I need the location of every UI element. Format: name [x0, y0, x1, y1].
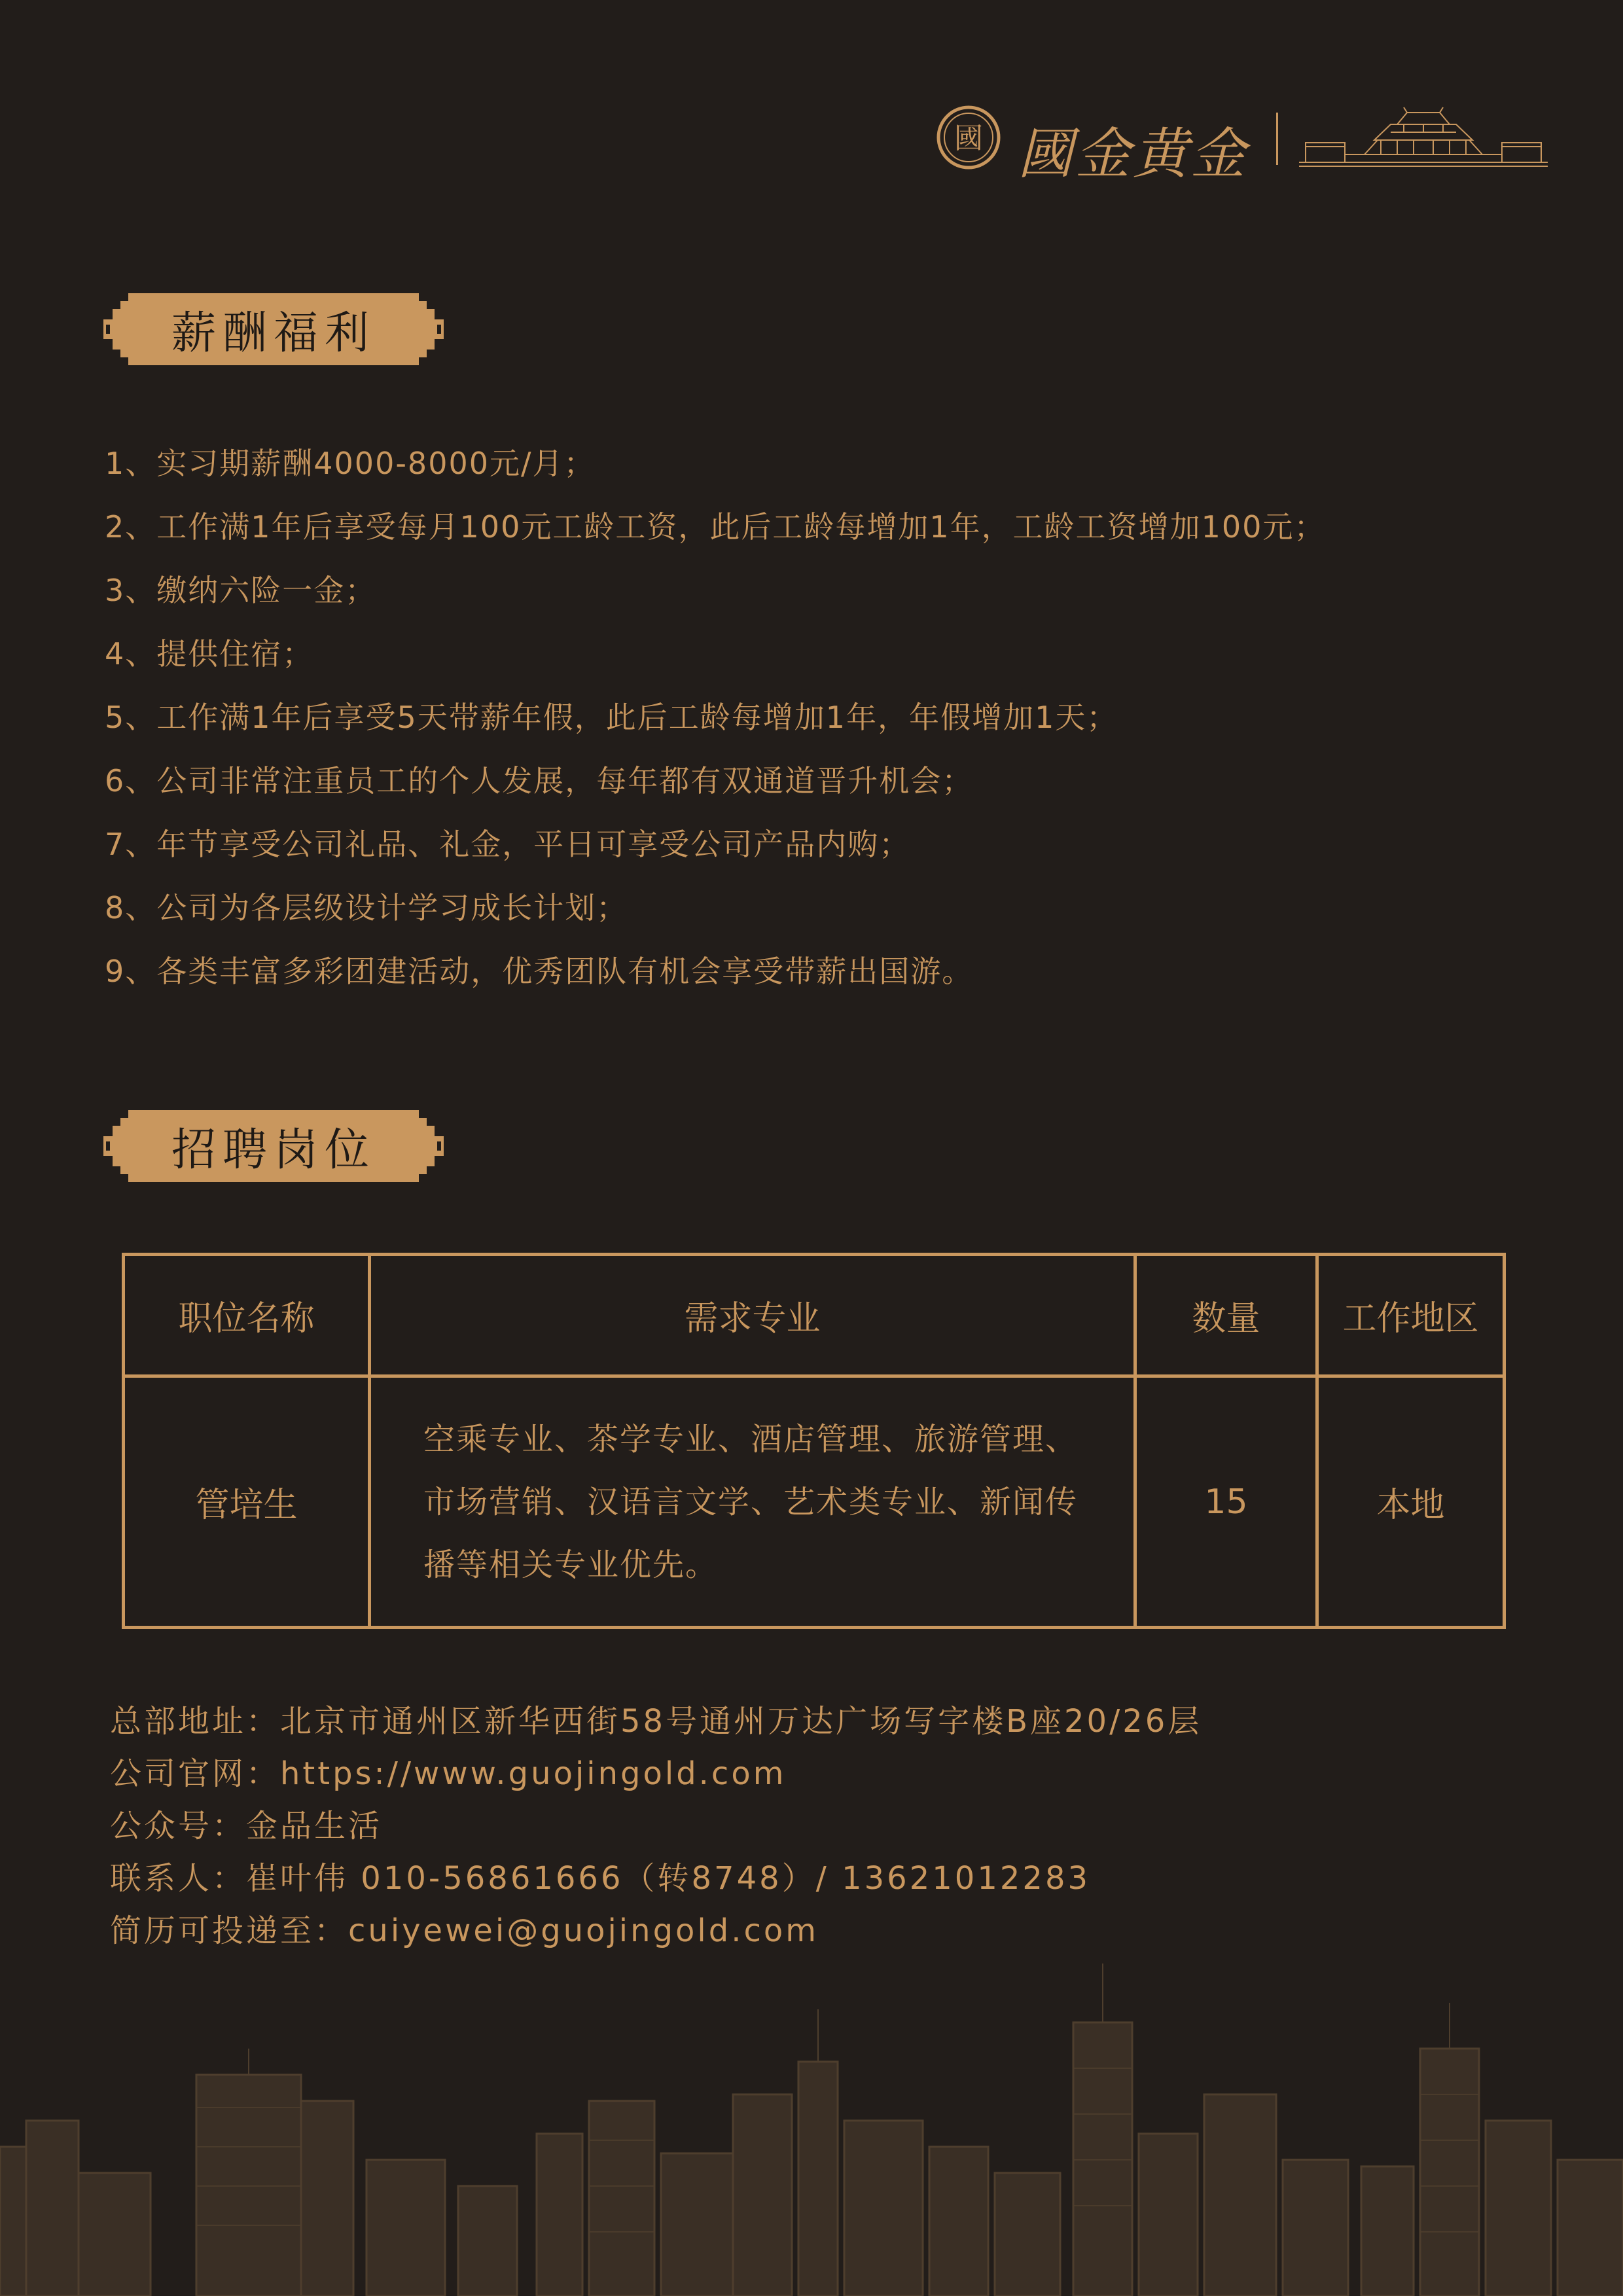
contact-resume-email: 简历可投递至：cuiyewei@guojingold.com [110, 1912, 819, 1949]
section-banner-positions [103, 1110, 444, 1182]
section-title-positions: 招聘岗位 [171, 1124, 376, 1176]
cell-location: 本地 [1317, 1376, 1505, 1628]
cell-position: 管培生 [124, 1376, 370, 1628]
seal-icon [936, 105, 1001, 170]
benefits-list [105, 432, 1544, 1003]
city-skyline-illustration [0, 1950, 1623, 2296]
header-quantity: 数量 [1135, 1255, 1317, 1376]
benefit-item: 1、实习期薪酬4000-8000元/月； [105, 446, 596, 481]
palace-icon [1299, 103, 1548, 169]
seal-char: 國 [954, 122, 983, 155]
cell-quantity: 15 [1135, 1376, 1317, 1628]
brand-logo [936, 98, 1551, 186]
majors-line: 空乘专业、茶学专业、酒店管理、旅游管理、 [423, 1420, 1079, 1458]
contact-wechat: 公众号：金品生活 [110, 1808, 383, 1844]
section-banner-benefits [103, 293, 444, 365]
contact-block [110, 1695, 1550, 1957]
benefit-item: 8、公司为各层级设计学习成长计划； [105, 890, 628, 925]
contact-person: 联系人：崔叶伟 010-56861666（转8748）/ 13621012283 [110, 1860, 1091, 1897]
brand-name: 國金黄金 [1018, 122, 1249, 186]
header-position: 职位名称 [124, 1255, 370, 1376]
majors-line: 播等相关专业优先。 [423, 1546, 719, 1583]
table-row [124, 1376, 1505, 1628]
benefit-item: 6、公司非常注重员工的个人发展，每年都有双通道晋升机会； [105, 763, 974, 798]
header-location: 工作地区 [1317, 1255, 1505, 1376]
logo-divider [1276, 113, 1278, 165]
contact-address: 总部地址：北京市通州区新华西街58号通州万达广场写字楼B座20/26层 [110, 1703, 1202, 1740]
contact-website: 公司官网：https://www.guojingold.com [110, 1755, 787, 1792]
benefit-item: 7、年节享受公司礼品、礼金，平日可享受公司产品内购； [105, 827, 911, 862]
benefit-item: 5、工作满1年后享受5天带薪年假，此后工龄每增加1年，年假增加1天； [105, 700, 1118, 735]
section-title-benefits: 薪酬福利 [171, 307, 376, 359]
table-header-row [124, 1255, 1505, 1376]
benefit-item: 9、各类丰富多彩团建活动，优秀团队有机会享受带薪出国游。 [105, 954, 974, 989]
benefit-item: 4、提供住宿； [105, 636, 314, 672]
benefit-item: 3、缴纳六险一金； [105, 573, 377, 608]
header-majors: 需求专业 [370, 1255, 1135, 1376]
positions-table [122, 1253, 1506, 1629]
cell-majors [370, 1376, 1135, 1628]
benefit-item: 2、工作满1年后享受每月100元工龄工资，此后工龄每增加1年，工龄工资增加100元； [105, 509, 1326, 545]
majors-line: 市场营销、汉语言文学、艺术类专业、新闻传 [423, 1483, 1079, 1520]
